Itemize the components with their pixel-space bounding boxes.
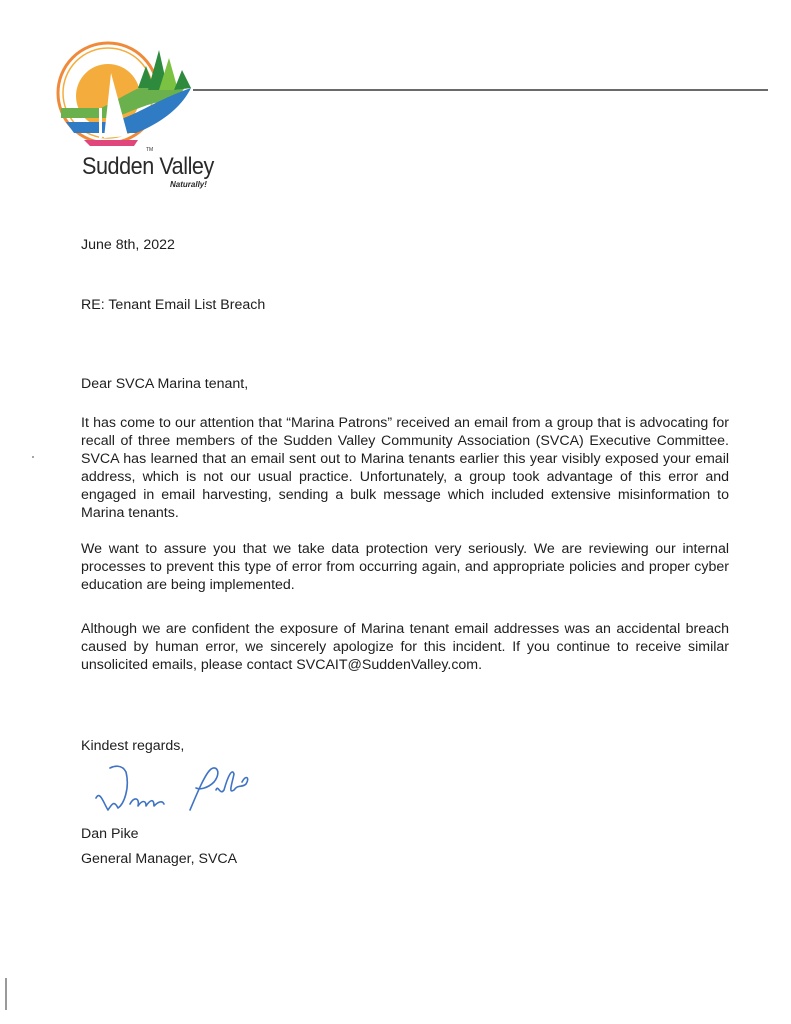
scan-mark — [32, 456, 34, 458]
logo-mast — [99, 108, 102, 138]
logo-boat-base — [84, 140, 138, 146]
signer-title: General Manager, SVCA — [81, 851, 238, 867]
letter-salutation: Dear SVCA Marina tenant, — [81, 376, 249, 392]
body-paragraph: Although we are confident the exposure of Marina tenant email addresses was an accidental breach caused by human error, we sincerely apologize for this incident. If you continue to receive similar unsolicited emails, please contact SVCAIT@SuddenValley.com. — [81, 621, 729, 673]
signature-stroke-an — [130, 799, 164, 806]
organization-name: Sudden Valley — [82, 153, 214, 180]
body-paragraph: It has come to our attention that “Marina Patrons” received an email from a group that is advocating for recall of three members of the Sudden Valley Community Association (SVCA) Executive Committee. SVCA has learned that an email sent out to Marina tenants earlier this year visibly exposed your email address, which is not our usual practice. Unfortunately, a group took advantage of this error and engaged in email harvesting, sending a bulk message which included extensive misinformation to Marina tenants. — [81, 415, 729, 521]
body-paragraph: We want to assure you that we take data protection very seriously. We are reviewing our internal processes to prevent this type of error from occurring again, and appropriate policies and proper cyber education are being implemented. — [81, 541, 729, 593]
letter-date: June 8th, 2022 — [81, 237, 175, 253]
letter-closing: Kindest regards, — [81, 738, 185, 754]
logo-tree-4 — [174, 70, 191, 90]
header-rule — [193, 89, 768, 91]
sudden-valley-logo — [56, 38, 196, 156]
trademark: TM — [146, 147, 154, 153]
handwritten-signature — [88, 760, 278, 822]
organization-tagline: Naturally! — [170, 180, 207, 189]
signature-stroke-d — [96, 766, 127, 810]
scan-edge-mark — [5, 978, 7, 1010]
signer-name: Dan Pike — [81, 826, 139, 842]
signature-stroke-p — [190, 768, 218, 810]
letter-subject: RE: Tenant Email List Breach — [81, 297, 266, 313]
signature-stroke-ike — [216, 772, 248, 792]
